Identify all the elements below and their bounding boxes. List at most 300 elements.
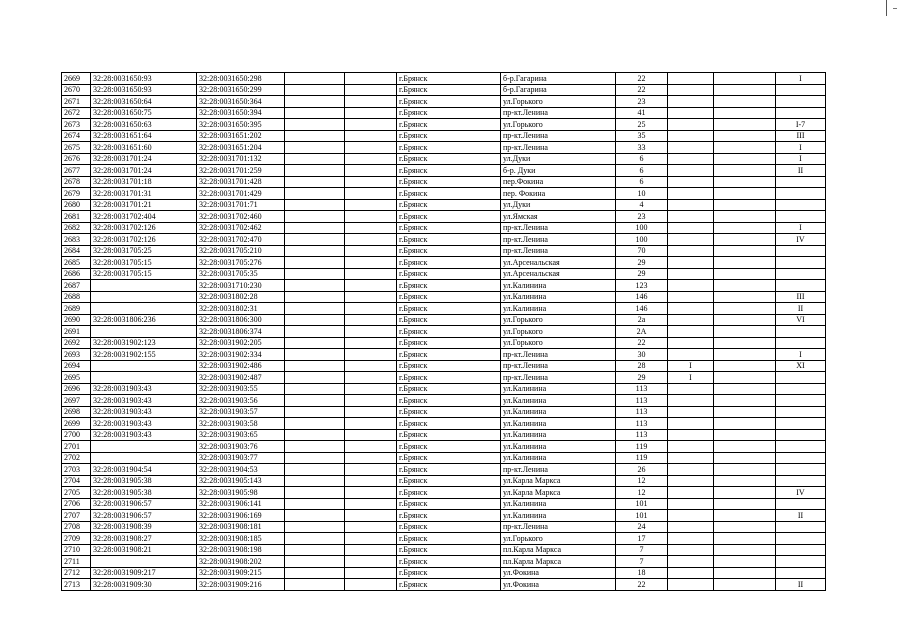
city-cell: г.Брянск bbox=[397, 349, 501, 361]
house-number-cell: 7 bbox=[616, 544, 668, 556]
row-number-cell: 2675 bbox=[62, 142, 91, 154]
empty-column-b-cell bbox=[345, 383, 397, 395]
street-cell: пр-кт.Ленина bbox=[501, 372, 616, 384]
street-cell: ул.Дуки bbox=[501, 153, 616, 165]
building-number-cell: 32:28:0031806:300 bbox=[197, 314, 285, 326]
row-number-cell: 2695 bbox=[62, 372, 91, 384]
empty-column-b-cell bbox=[345, 84, 397, 96]
building-block-cell bbox=[668, 464, 714, 476]
house-number-cell: 70 bbox=[616, 245, 668, 257]
city-cell: г.Брянск bbox=[397, 441, 501, 453]
house-number-cell: 22 bbox=[616, 73, 668, 85]
row-number-cell: 2684 bbox=[62, 245, 91, 257]
empty-column-b-cell bbox=[345, 96, 397, 108]
apartment-column-cell bbox=[714, 556, 776, 568]
apartment-column-cell bbox=[714, 130, 776, 142]
building-number-cell: 32:28:0031702:460 bbox=[197, 211, 285, 223]
table-row bbox=[62, 567, 826, 579]
land-plot-number-cell: 32:28:0031903:43 bbox=[91, 406, 197, 418]
row-number-cell: 2711 bbox=[62, 556, 91, 568]
city-cell: г.Брянск bbox=[397, 452, 501, 464]
table-row bbox=[62, 579, 826, 591]
building-number-cell: 32:28:0031902:205 bbox=[197, 337, 285, 349]
empty-column-b-cell bbox=[345, 498, 397, 510]
row-number-cell: 2692 bbox=[62, 337, 91, 349]
building-number-cell: 32:28:0031650:394 bbox=[197, 107, 285, 119]
premises-number-cell bbox=[776, 107, 826, 119]
row-number-cell: 2706 bbox=[62, 498, 91, 510]
street-cell: б-р.Гагарина bbox=[501, 73, 616, 85]
empty-column-a-cell bbox=[285, 326, 345, 338]
building-number-cell: 32:28:0031905:143 bbox=[197, 475, 285, 487]
city-cell: г.Брянск bbox=[397, 579, 501, 591]
empty-column-a-cell bbox=[285, 257, 345, 269]
empty-column-a-cell bbox=[285, 234, 345, 246]
street-cell: пл.Карла Маркса bbox=[501, 556, 616, 568]
empty-column-a-cell bbox=[285, 360, 345, 372]
building-number-cell: 32:28:0031701:259 bbox=[197, 165, 285, 177]
apartment-column-cell bbox=[714, 165, 776, 177]
empty-column-b-cell bbox=[345, 222, 397, 234]
table-row bbox=[62, 142, 826, 154]
table-row bbox=[62, 257, 826, 269]
house-number-cell: 113 bbox=[616, 395, 668, 407]
row-number-cell: 2699 bbox=[62, 418, 91, 430]
empty-column-b-cell bbox=[345, 406, 397, 418]
row-number-cell: 2710 bbox=[62, 544, 91, 556]
building-block-cell bbox=[668, 314, 714, 326]
house-number-cell: 35 bbox=[616, 130, 668, 142]
land-plot-number-cell: 32:28:0031701:31 bbox=[91, 188, 197, 200]
premises-number-cell bbox=[776, 475, 826, 487]
street-cell: пр-кт.Ленина bbox=[501, 142, 616, 154]
land-plot-number-cell: 32:28:0031650:93 bbox=[91, 84, 197, 96]
city-cell: г.Брянск bbox=[397, 464, 501, 476]
row-number-cell: 2669 bbox=[62, 73, 91, 85]
city-cell: г.Брянск bbox=[397, 291, 501, 303]
building-block-cell bbox=[668, 176, 714, 188]
empty-column-b-cell bbox=[345, 475, 397, 487]
empty-column-a-cell bbox=[285, 199, 345, 211]
building-number-cell: 32:28:0031802:28 bbox=[197, 291, 285, 303]
empty-column-a-cell bbox=[285, 418, 345, 430]
apartment-column-cell bbox=[714, 395, 776, 407]
building-block-cell bbox=[668, 153, 714, 165]
premises-number-cell: I bbox=[776, 222, 826, 234]
street-cell: ул.Горького bbox=[501, 314, 616, 326]
building-block-cell bbox=[668, 73, 714, 85]
land-plot-number-cell bbox=[91, 360, 197, 372]
building-number-cell: 32:28:0031651:204 bbox=[197, 142, 285, 154]
row-number-cell: 2704 bbox=[62, 475, 91, 487]
apartment-column-cell bbox=[714, 188, 776, 200]
premises-number-cell: III bbox=[776, 130, 826, 142]
land-plot-number-cell bbox=[91, 291, 197, 303]
city-cell: г.Брянск bbox=[397, 96, 501, 108]
row-number-cell: 2700 bbox=[62, 429, 91, 441]
premises-number-cell: I bbox=[776, 73, 826, 85]
register-table-body bbox=[62, 73, 826, 591]
house-number-cell: 101 bbox=[616, 510, 668, 522]
premises-number-cell bbox=[776, 383, 826, 395]
table-row bbox=[62, 73, 826, 85]
city-cell: г.Брянск bbox=[397, 418, 501, 430]
street-cell: пр-кт.Ленина bbox=[501, 245, 616, 257]
city-cell: г.Брянск bbox=[397, 153, 501, 165]
empty-column-a-cell bbox=[285, 498, 345, 510]
building-number-cell: 32:28:0031903:55 bbox=[197, 383, 285, 395]
street-cell: ул.Калинина bbox=[501, 452, 616, 464]
premises-number-cell bbox=[776, 268, 826, 280]
street-cell: ул.Горького bbox=[501, 96, 616, 108]
street-cell: пер. Фокина bbox=[501, 188, 616, 200]
empty-column-b-cell bbox=[345, 360, 397, 372]
empty-column-b-cell bbox=[345, 165, 397, 177]
building-block-cell bbox=[668, 521, 714, 533]
building-number-cell: 32:28:0031909:215 bbox=[197, 567, 285, 579]
building-number-cell: 32:28:0031702:462 bbox=[197, 222, 285, 234]
land-plot-number-cell: 32:28:0031806:236 bbox=[91, 314, 197, 326]
empty-column-b-cell bbox=[345, 130, 397, 142]
land-plot-number-cell: 32:28:0031701:18 bbox=[91, 176, 197, 188]
building-block-cell bbox=[668, 130, 714, 142]
empty-column-a-cell bbox=[285, 441, 345, 453]
building-number-cell: 32:28:0031908:202 bbox=[197, 556, 285, 568]
building-number-cell: 32:28:0031705:35 bbox=[197, 268, 285, 280]
street-cell: ул.Арсенальская bbox=[501, 268, 616, 280]
table-row bbox=[62, 211, 826, 223]
premises-number-cell: III bbox=[776, 291, 826, 303]
row-number-cell: 2709 bbox=[62, 533, 91, 545]
street-cell: пр-кт.Ленина bbox=[501, 107, 616, 119]
table-row bbox=[62, 429, 826, 441]
building-number-cell: 32:28:0031651:202 bbox=[197, 130, 285, 142]
city-cell: г.Брянск bbox=[397, 234, 501, 246]
street-cell: ул.Карла Маркса bbox=[501, 475, 616, 487]
land-plot-number-cell: 32:28:0031905:38 bbox=[91, 475, 197, 487]
city-cell: г.Брянск bbox=[397, 84, 501, 96]
table-row bbox=[62, 544, 826, 556]
empty-column-b-cell bbox=[345, 142, 397, 154]
premises-number-cell bbox=[776, 441, 826, 453]
house-number-cell: 4 bbox=[616, 199, 668, 211]
empty-column-a-cell bbox=[285, 452, 345, 464]
row-number-cell: 2671 bbox=[62, 96, 91, 108]
empty-column-a-cell bbox=[285, 245, 345, 257]
empty-column-b-cell bbox=[345, 314, 397, 326]
row-number-cell: 2673 bbox=[62, 119, 91, 131]
land-plot-number-cell: 32:28:0031902:155 bbox=[91, 349, 197, 361]
house-number-cell: 23 bbox=[616, 96, 668, 108]
row-number-cell: 2686 bbox=[62, 268, 91, 280]
premises-number-cell bbox=[776, 199, 826, 211]
building-number-cell: 32:28:0031701:132 bbox=[197, 153, 285, 165]
empty-column-a-cell bbox=[285, 268, 345, 280]
row-number-cell: 2680 bbox=[62, 199, 91, 211]
row-number-cell: 2690 bbox=[62, 314, 91, 326]
house-number-cell: 119 bbox=[616, 441, 668, 453]
building-number-cell: 32:28:0031906:169 bbox=[197, 510, 285, 522]
street-cell: ул.Калинина bbox=[501, 441, 616, 453]
page-edge-mark bbox=[886, 0, 887, 16]
building-block-cell bbox=[668, 383, 714, 395]
apartment-column-cell bbox=[714, 533, 776, 545]
table-row bbox=[62, 418, 826, 430]
table-row bbox=[62, 119, 826, 131]
city-cell: г.Брянск bbox=[397, 406, 501, 418]
building-block-cell bbox=[668, 544, 714, 556]
empty-column-b-cell bbox=[345, 280, 397, 292]
table-row bbox=[62, 291, 826, 303]
row-number-cell: 2677 bbox=[62, 165, 91, 177]
premises-number-cell bbox=[776, 395, 826, 407]
empty-column-b-cell bbox=[345, 73, 397, 85]
building-block-cell bbox=[668, 533, 714, 545]
land-plot-number-cell: 32:28:0031908:39 bbox=[91, 521, 197, 533]
table-row bbox=[62, 314, 826, 326]
building-block-cell bbox=[668, 188, 714, 200]
city-cell: г.Брянск bbox=[397, 556, 501, 568]
building-number-cell: 32:28:0031905:98 bbox=[197, 487, 285, 499]
street-cell: пл.Карла Маркса bbox=[501, 544, 616, 556]
city-cell: г.Брянск bbox=[397, 314, 501, 326]
land-plot-number-cell: 32:28:0031909:30 bbox=[91, 579, 197, 591]
table-row bbox=[62, 383, 826, 395]
premises-number-cell bbox=[776, 96, 826, 108]
land-plot-number-cell: 32:28:0031903:43 bbox=[91, 383, 197, 395]
building-block-cell bbox=[668, 165, 714, 177]
premises-number-cell bbox=[776, 372, 826, 384]
premises-number-cell bbox=[776, 84, 826, 96]
street-cell: пр-кт.Ленина bbox=[501, 222, 616, 234]
house-number-cell: 22 bbox=[616, 84, 668, 96]
building-block-cell bbox=[668, 556, 714, 568]
empty-column-b-cell bbox=[345, 452, 397, 464]
city-cell: г.Брянск bbox=[397, 510, 501, 522]
empty-column-b-cell bbox=[345, 337, 397, 349]
land-plot-number-cell: 32:28:0031701:24 bbox=[91, 153, 197, 165]
empty-column-b-cell bbox=[345, 441, 397, 453]
building-block-cell bbox=[668, 337, 714, 349]
city-cell: г.Брянск bbox=[397, 107, 501, 119]
city-cell: г.Брянск bbox=[397, 337, 501, 349]
house-number-cell: 2а bbox=[616, 314, 668, 326]
land-plot-number-cell: 32:28:0031702:126 bbox=[91, 234, 197, 246]
table-row bbox=[62, 188, 826, 200]
city-cell: г.Брянск bbox=[397, 326, 501, 338]
land-plot-number-cell: 32:28:0031705:15 bbox=[91, 268, 197, 280]
street-cell: ул.Фокина bbox=[501, 579, 616, 591]
city-cell: г.Брянск bbox=[397, 429, 501, 441]
city-cell: г.Брянск bbox=[397, 176, 501, 188]
city-cell: г.Брянск bbox=[397, 211, 501, 223]
empty-column-a-cell bbox=[285, 383, 345, 395]
land-plot-number-cell bbox=[91, 452, 197, 464]
apartment-column-cell bbox=[714, 372, 776, 384]
city-cell: г.Брянск bbox=[397, 395, 501, 407]
house-number-cell: 113 bbox=[616, 406, 668, 418]
house-number-cell: 24 bbox=[616, 521, 668, 533]
row-number-cell: 2702 bbox=[62, 452, 91, 464]
row-number-cell: 2696 bbox=[62, 383, 91, 395]
row-number-cell: 2685 bbox=[62, 257, 91, 269]
land-plot-number-cell: 32:28:0031651:64 bbox=[91, 130, 197, 142]
row-number-cell: 2682 bbox=[62, 222, 91, 234]
land-plot-number-cell bbox=[91, 372, 197, 384]
apartment-column-cell bbox=[714, 337, 776, 349]
building-number-cell: 32:28:0031802:31 bbox=[197, 303, 285, 315]
row-number-cell: 2688 bbox=[62, 291, 91, 303]
empty-column-a-cell bbox=[285, 337, 345, 349]
empty-column-a-cell bbox=[285, 142, 345, 154]
empty-column-b-cell bbox=[345, 107, 397, 119]
city-cell: г.Брянск bbox=[397, 188, 501, 200]
empty-column-a-cell bbox=[285, 406, 345, 418]
register-table bbox=[61, 72, 826, 591]
street-cell: ул.Калинина bbox=[501, 303, 616, 315]
table-row bbox=[62, 521, 826, 533]
row-number-cell: 2679 bbox=[62, 188, 91, 200]
building-block-cell bbox=[668, 475, 714, 487]
land-plot-number-cell: 32:28:0031650:64 bbox=[91, 96, 197, 108]
row-number-cell: 2693 bbox=[62, 349, 91, 361]
table-row bbox=[62, 234, 826, 246]
house-number-cell: 146 bbox=[616, 303, 668, 315]
building-block-cell bbox=[668, 326, 714, 338]
table-row bbox=[62, 130, 826, 142]
city-cell: г.Брянск bbox=[397, 475, 501, 487]
street-cell: ул.Горького bbox=[501, 326, 616, 338]
building-number-cell: 32:28:0031908:198 bbox=[197, 544, 285, 556]
city-cell: г.Брянск bbox=[397, 119, 501, 131]
empty-column-a-cell bbox=[285, 165, 345, 177]
house-number-cell: 25 bbox=[616, 119, 668, 131]
apartment-column-cell bbox=[714, 96, 776, 108]
house-number-cell: 12 bbox=[616, 475, 668, 487]
land-plot-number-cell: 32:28:0031650:75 bbox=[91, 107, 197, 119]
street-cell: ул.Калинина bbox=[501, 291, 616, 303]
table-row bbox=[62, 452, 826, 464]
house-number-cell: 18 bbox=[616, 567, 668, 579]
premises-number-cell bbox=[776, 556, 826, 568]
building-block-cell bbox=[668, 199, 714, 211]
house-number-cell: 6 bbox=[616, 176, 668, 188]
building-number-cell: 32:28:0031705:210 bbox=[197, 245, 285, 257]
building-block-cell: I bbox=[668, 372, 714, 384]
building-number-cell: 32:28:0031903:65 bbox=[197, 429, 285, 441]
building-block-cell bbox=[668, 142, 714, 154]
land-plot-number-cell: 32:28:0031702:126 bbox=[91, 222, 197, 234]
land-plot-number-cell: 32:28:0031908:27 bbox=[91, 533, 197, 545]
house-number-cell: 146 bbox=[616, 291, 668, 303]
apartment-column-cell bbox=[714, 441, 776, 453]
building-number-cell: 32:28:0031903:58 bbox=[197, 418, 285, 430]
building-number-cell: 32:28:0031903:57 bbox=[197, 406, 285, 418]
building-number-cell: 32:28:0031909:216 bbox=[197, 579, 285, 591]
empty-column-a-cell bbox=[285, 556, 345, 568]
row-number-cell: 2683 bbox=[62, 234, 91, 246]
building-number-cell: 32:28:0031906:141 bbox=[197, 498, 285, 510]
city-cell: г.Брянск bbox=[397, 521, 501, 533]
house-number-cell: 101 bbox=[616, 498, 668, 510]
building-block-cell bbox=[668, 498, 714, 510]
empty-column-b-cell bbox=[345, 268, 397, 280]
building-number-cell: 32:28:0031806:374 bbox=[197, 326, 285, 338]
table-row bbox=[62, 510, 826, 522]
table-row bbox=[62, 280, 826, 292]
building-number-cell: 32:28:0031902:334 bbox=[197, 349, 285, 361]
row-number-cell: 2672 bbox=[62, 107, 91, 119]
land-plot-number-cell bbox=[91, 441, 197, 453]
row-number-cell: 2674 bbox=[62, 130, 91, 142]
table-row bbox=[62, 165, 826, 177]
building-number-cell: 32:28:0031902:486 bbox=[197, 360, 285, 372]
street-cell: ул.Калинина bbox=[501, 395, 616, 407]
building-number-cell: 32:28:0031650:364 bbox=[197, 96, 285, 108]
table-row bbox=[62, 498, 826, 510]
empty-column-b-cell bbox=[345, 510, 397, 522]
empty-column-a-cell bbox=[285, 96, 345, 108]
premises-number-cell bbox=[776, 452, 826, 464]
building-block-cell bbox=[668, 84, 714, 96]
house-number-cell: 113 bbox=[616, 383, 668, 395]
land-plot-number-cell: 32:28:0031651:60 bbox=[91, 142, 197, 154]
empty-column-b-cell bbox=[345, 188, 397, 200]
empty-column-a-cell bbox=[285, 464, 345, 476]
apartment-column-cell bbox=[714, 119, 776, 131]
row-number-cell: 2681 bbox=[62, 211, 91, 223]
land-plot-number-cell: 32:28:0031902:123 bbox=[91, 337, 197, 349]
house-number-cell: 22 bbox=[616, 579, 668, 591]
building-block-cell bbox=[668, 418, 714, 430]
city-cell: г.Брянск bbox=[397, 360, 501, 372]
street-cell: ул.Калинина bbox=[501, 406, 616, 418]
empty-column-b-cell bbox=[345, 119, 397, 131]
premises-number-cell: II bbox=[776, 510, 826, 522]
house-number-cell: 123 bbox=[616, 280, 668, 292]
city-cell: г.Брянск bbox=[397, 245, 501, 257]
street-cell: пр-кт.Ленина bbox=[501, 521, 616, 533]
city-cell: г.Брянск bbox=[397, 567, 501, 579]
city-cell: г.Брянск bbox=[397, 498, 501, 510]
table-row bbox=[62, 222, 826, 234]
table-row bbox=[62, 337, 826, 349]
building-block-cell bbox=[668, 452, 714, 464]
table-row bbox=[62, 475, 826, 487]
building-block-cell bbox=[668, 257, 714, 269]
land-plot-number-cell: 32:28:0031701:21 bbox=[91, 199, 197, 211]
row-number-cell: 2691 bbox=[62, 326, 91, 338]
table-row bbox=[62, 245, 826, 257]
apartment-column-cell bbox=[714, 429, 776, 441]
building-block-cell bbox=[668, 234, 714, 246]
empty-column-a-cell bbox=[285, 73, 345, 85]
apartment-column-cell bbox=[714, 452, 776, 464]
house-number-cell: 100 bbox=[616, 222, 668, 234]
city-cell: г.Брянск bbox=[397, 533, 501, 545]
premises-number-cell bbox=[776, 429, 826, 441]
city-cell: г.Брянск bbox=[397, 222, 501, 234]
row-number-cell: 2712 bbox=[62, 567, 91, 579]
apartment-column-cell bbox=[714, 349, 776, 361]
empty-column-b-cell bbox=[345, 153, 397, 165]
apartment-column-cell bbox=[714, 544, 776, 556]
city-cell: г.Брянск bbox=[397, 383, 501, 395]
land-plot-number-cell: 32:28:0031909:217 bbox=[91, 567, 197, 579]
street-cell: ул.Калинина bbox=[501, 383, 616, 395]
empty-column-b-cell bbox=[345, 199, 397, 211]
apartment-column-cell bbox=[714, 406, 776, 418]
